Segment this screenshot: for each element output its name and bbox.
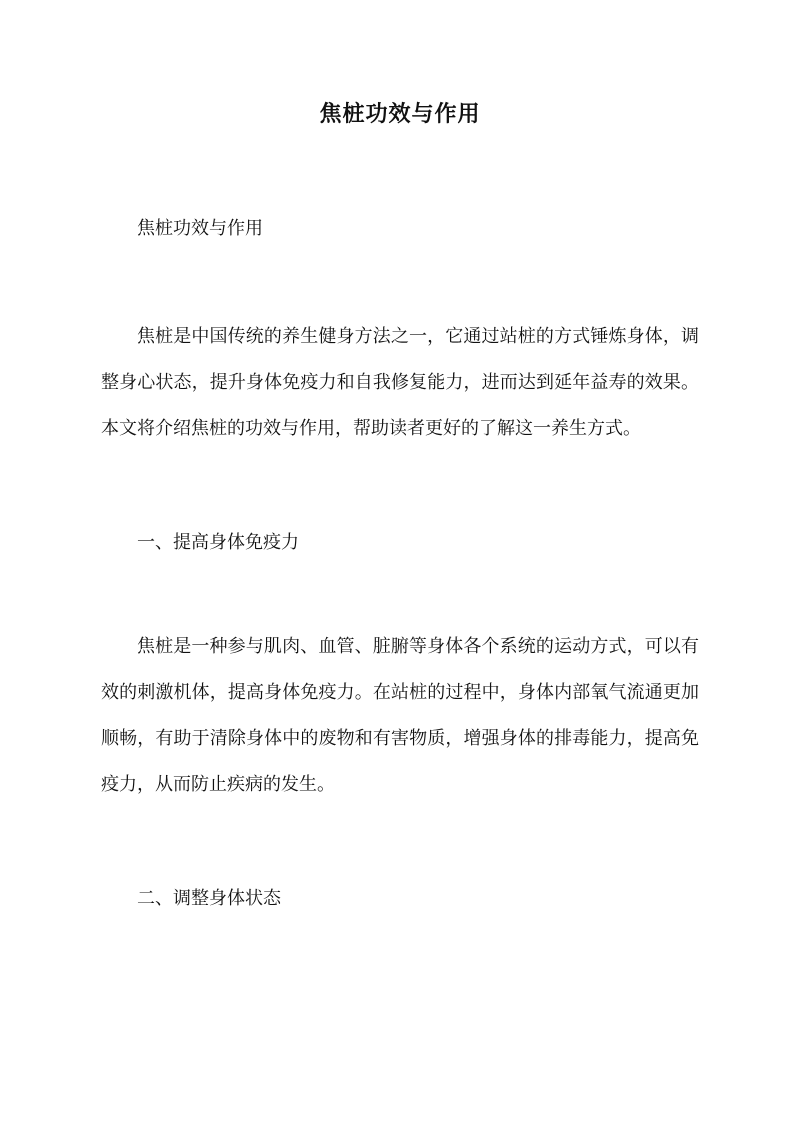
intro-paragraph: 焦桩是中国传统的养生健身方法之一，它通过站桩的方式锤炼身体，调整身心状态，提升身体免疫力和自我修复能力，进而达到延年益寿的效果。本文将介绍焦桩的功效与作用，帮助读者更好的了解这一养生方式。 [101,326,699,439]
section-heading-2: 二、调整身体状态 [137,888,281,909]
document-subtitle: 焦桩功效与作用 [137,218,263,239]
section-heading-1: 一、提高身体免疫力 [137,532,299,553]
document-title: 焦桩功效与作用 [319,101,481,127]
section-body-1: 焦桩是一种参与肌肉、血管、脏腑等身体各个系统的运动方式，可以有效的刺激机体，提高身体免疫力。在站桩的过程中，身体内部氧气流通更加顺畅，有助于清除身体中的废物和有害物质，增强身体的排毒能力，提高免疫力，从而防止疾病的发生。 [101,636,699,795]
